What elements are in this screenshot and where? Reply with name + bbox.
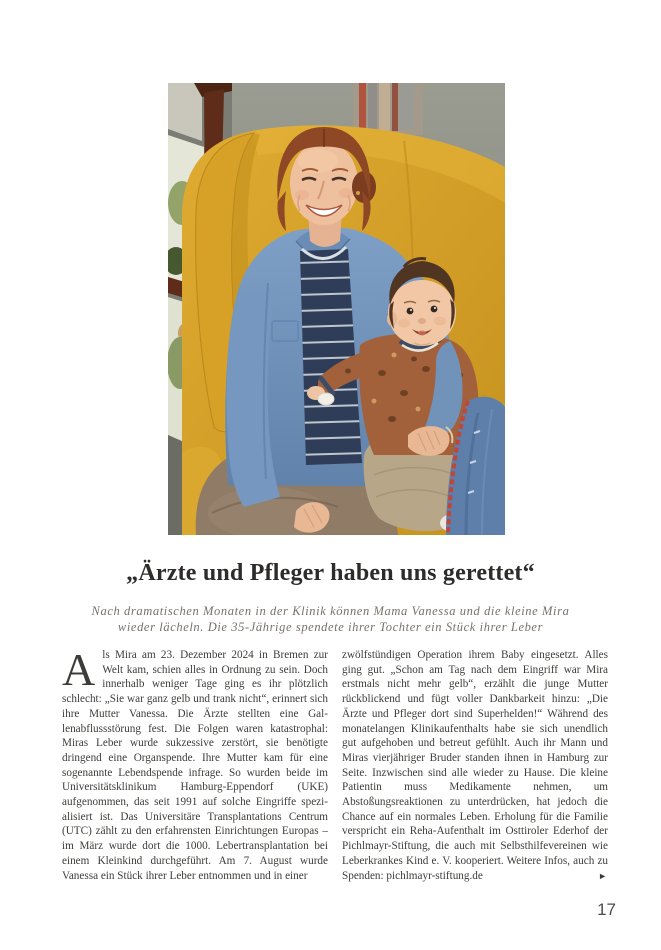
article-body bbox=[62, 648, 608, 886]
article-paragraph-right bbox=[342, 648, 608, 886]
page-number: 17 bbox=[597, 900, 616, 919]
article-text-right: zwölfstündigen Operation ihrem Baby eingesetzt. Alles ging gut. „Schon am Tag nach dem Eingriff war Mira erstmals nicht mehr gelb“, erzählt die junge Mutter rückblickend und fügt voller Dankbarkeit hinzu: „Die Ärzte und Pfleger dort sind Superhelden!“ Während des monatelangen Klinikaufenthalts habe sie sich unendlich gut aufgehoben und betreut gefühlt. Auch ihr Mann und Miras vierjähriger Bruder standen ihnen in Hamburg zur Seite. Inzwischen sind alle wieder zu Hause. Die kleine Patientin muss Medikamente nehmen, um Abstoßungsreaktionen zu unterdrücken, hat jedoch die Chance auf ein normales Leben. Erholung für die Familie verspricht ein Reha-Aufenthalt im Osttiroler Ederhof der Pichlmayr-Stiftung, die auch mit Selbsthilfevereinen wie Leberkrankes Kind e. V. kooperiert. Weitere Infos, auch zu Spenden: pichlmayr-stiftung.de bbox=[342, 649, 608, 882]
curtain bbox=[353, 83, 423, 135]
article-paragraph-left bbox=[62, 648, 328, 886]
article-text-left: ls Mira am 23. Dezember 2024 in Bremen zur Welt kam, schien alles in Ordnung zu sein. Doch innerhalb weniger Tage ging es ihr plötzlich schlecht: „Sie war ganz gelb und trank nicht“, erinnert sich ihre Mutter Vanessa. Die Ärzte stellten eine Gallenabflussstörung fest. Die Folgen waren katastrophal: Miras Leber wurde sukzessive zerstört, sie benötigte dringend eine Organspende. Ihre Mutter kam für eine sogenannte Lebendspende infrage. So wurden beide im Universitätsklinikum Hamburg-Eppendorf (UKE) aufgenommen, das seit 1991 auf solche Eingriffe spezialisiert ist. Das Universitäre Transplantations Centrum (UTC) zählt zu den erfahrensten Einrichtungen Europas – im März wurde dort die 1000. Lebertransplantation bei einem Kleinkind durchgeführt. Am 7. August wurde Vanessa ein Stück ihrer Leber entnommen und in einer bbox=[62, 649, 328, 882]
subhead-line-2: wieder lächeln. Die 35-Jährige spendete ihrer Tochter ein Stück ihrer Leber bbox=[117, 619, 544, 634]
article-headline: „Ärzte und Pfleger haben uns gerettet“ bbox=[126, 560, 535, 586]
photo-illustration bbox=[168, 83, 505, 535]
article-photo bbox=[168, 83, 505, 535]
continuation-arrow-icon: ► bbox=[598, 871, 607, 882]
subhead-line-1: Nach dramatischen Monaten in der Klinik können Mama Vanessa und die kleine Mira bbox=[91, 604, 570, 618]
article-subhead bbox=[61, 604, 601, 635]
drop-cap: A bbox=[62, 648, 96, 695]
